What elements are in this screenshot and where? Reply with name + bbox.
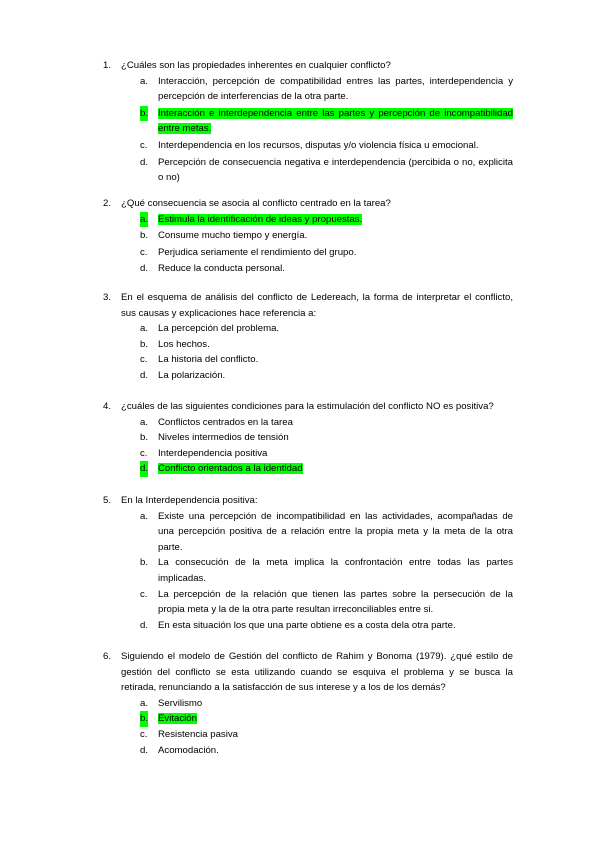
option-text: Servilismo — [158, 697, 203, 709]
question-1 — [103, 58, 513, 186]
option-a — [103, 696, 513, 712]
question-text: ¿Cuáles son las propiedades inherentes en cualquier conflicto? — [121, 60, 391, 71]
option-text: La percepción de la relación que tienen las partes sobre la persecución de la propia meta y la de la otra parte resultan irreconciliables entre si. — [158, 588, 513, 616]
option-b — [103, 711, 513, 727]
option-letter: b. — [140, 432, 149, 444]
option-letter: b. — [140, 711, 148, 727]
question-6 — [103, 649, 513, 758]
option-text: La historia del conflicto. — [158, 354, 259, 366]
option-c — [103, 138, 513, 154]
question-number: 5. — [103, 495, 112, 506]
option-b — [103, 106, 513, 137]
option-text: En esta situación los que una parte obtiene es a costa dela otra parte. — [158, 619, 456, 631]
option-letter: b. — [140, 230, 149, 242]
option-text-highlighted: Interacción e interdependencia entre las partes y percepción de incompatibilidad entre metas. — [158, 107, 513, 135]
option-d — [103, 618, 513, 634]
option-letter: c. — [140, 728, 148, 740]
question-number: 1. — [103, 60, 112, 71]
option-text: Existe una percepción de incompatibilidad en las actividades, acompañadas de una percepción positiva de a relación entre la propia meta y la meta de la otra parte. — [158, 510, 513, 553]
option-text: Acomodación. — [158, 744, 219, 756]
question-text: ¿cuáles de las siguientes condiciones para la estimulación del conflicto NO es positiva? — [121, 401, 494, 412]
option-text-highlighted: Evitación — [158, 713, 197, 725]
option-d — [103, 368, 513, 384]
option-a — [103, 74, 513, 105]
option-text-highlighted: Estimula la identificación de ideas y propuestas. — [158, 213, 363, 225]
option-letter: a. — [140, 697, 149, 709]
option-text: Reduce la conducta personal. — [158, 263, 285, 275]
option-text: Conflictos centrados en la tarea — [158, 416, 293, 428]
option-c — [103, 446, 513, 462]
option-d — [103, 743, 513, 759]
option-c — [103, 587, 513, 618]
option-a — [103, 321, 513, 337]
option-d — [103, 261, 513, 277]
question-text: En la Interdependencia positiva: — [121, 495, 258, 506]
question-2 — [103, 196, 513, 277]
option-letter: c. — [140, 354, 148, 366]
option-letter: d. — [140, 744, 149, 756]
question-number: 3. — [103, 292, 112, 303]
option-text: Percepción de consecuencia negativa e interdependencia (percibida o no, explicita o no) — [158, 156, 513, 184]
question-4 — [103, 399, 513, 477]
option-c — [103, 352, 513, 368]
option-c — [103, 727, 513, 743]
option-letter: a. — [140, 416, 149, 428]
option-text: Niveles intermedios de tensión — [158, 432, 289, 444]
option-b — [103, 337, 513, 353]
question-text: Siguiendo el modelo de Gestión del conflicto de Rahim y Bonoma (1979). ¿qué estilo de gestión del conflicto se esta utilizando cuando se esquiva el problema y se busca la retirada, renunciando a la satisfacción de sus interese y a los de los demás? — [121, 651, 513, 694]
option-letter: c. — [140, 139, 148, 151]
question-number: 4. — [103, 401, 112, 412]
option-b — [103, 555, 513, 586]
question-5 — [103, 493, 513, 633]
option-a — [103, 509, 513, 556]
option-letter: d. — [140, 263, 149, 275]
option-text: Interdependencia en los recursos, disputas y/o violencia física u emocional. — [158, 139, 479, 151]
option-letter: c. — [140, 588, 148, 600]
option-letter: d. — [140, 369, 149, 381]
option-letter: d. — [140, 156, 149, 168]
option-c — [103, 245, 513, 261]
option-letter: b. — [140, 338, 149, 350]
option-text: Resistencia pasiva — [158, 728, 238, 740]
option-letter: a. — [140, 323, 149, 335]
option-text: Los hechos. — [158, 338, 210, 350]
option-text: La percepción del problema. — [158, 323, 280, 335]
option-text: Perjudica seriamente el rendimiento del grupo. — [158, 246, 357, 258]
option-b — [103, 228, 513, 244]
option-text-highlighted: Conflicto orientados a la identidad — [158, 463, 303, 475]
option-d — [103, 461, 513, 477]
option-b — [103, 430, 513, 446]
question-number: 2. — [103, 198, 112, 209]
option-a — [103, 415, 513, 431]
question-number: 6. — [103, 651, 112, 662]
option-letter: d. — [140, 619, 149, 631]
option-letter: b. — [140, 106, 148, 122]
option-letter: c. — [140, 246, 148, 258]
option-text: Interdependencia positiva — [158, 447, 268, 459]
option-d — [103, 155, 513, 186]
option-text: La polarización. — [158, 369, 226, 381]
option-letter: a. — [140, 510, 149, 522]
option-letter: d. — [140, 461, 148, 477]
question-text: En el esquema de análisis del conflicto de Ledereach, la forma de interpretar el conflicto, sus causas y explicaciones hace referencia a: — [121, 292, 513, 319]
option-letter: a. — [140, 75, 149, 87]
option-letter: a. — [140, 212, 148, 228]
option-letter: b. — [140, 557, 149, 569]
option-letter: c. — [140, 447, 148, 459]
option-text: Interacción, percepción de compatibilidad entres las partes, interdependencia y percepción de interferencias de la otra parte. — [158, 75, 513, 103]
option-text: La consecución de la meta implica la confrontación entre todas las partes implicadas. — [158, 557, 513, 584]
option-text: Consume mucho tiempo y energía. — [158, 230, 308, 242]
option-a — [103, 212, 513, 228]
question-3 — [103, 290, 513, 384]
question-text: ¿Qué consecuencia se asocia al conflicto centrado en la tarea? — [121, 198, 391, 209]
